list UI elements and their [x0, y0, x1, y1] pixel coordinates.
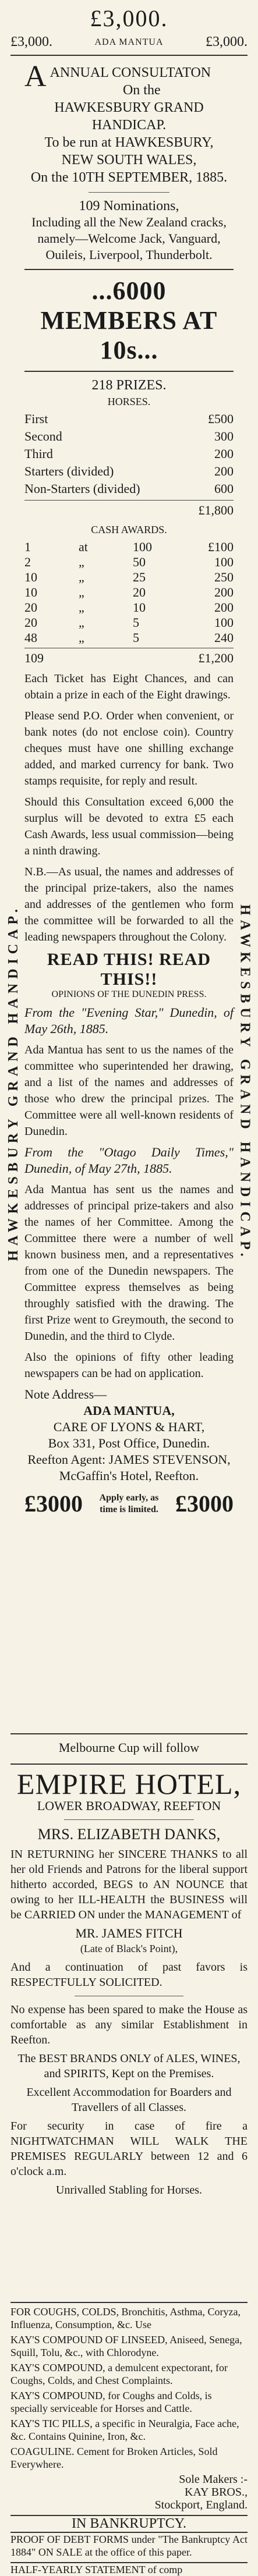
- paragraph: The BEST BRANDS ONLY of ALES, WINES, and SPIRITS, Kept on the Premises.: [17, 2052, 241, 2080]
- headline-amount: £3,000.: [90, 5, 168, 31]
- press-quotes: [24, 1005, 234, 1382]
- bankruptcy-heading: IN BANKRUPTCY.: [72, 2516, 186, 2531]
- quote: Ada Mantua has sent to us the names of the committee who superintended her drawing, and a list of the names and addresses of those who drew the principal prizes. The Committee were all well-known residents of Dunedin.: [24, 1044, 234, 1138]
- hotel-street: LOWER BROADWAY, REEFTON: [37, 1798, 221, 1813]
- hotel-name: EMPIRE HOTEL,: [16, 1768, 242, 1800]
- members: ...6000 MEMBERS AT 10s...: [40, 276, 218, 364]
- announcement-line: On the 10TH SEPTEMBER, 1885.: [30, 170, 228, 185]
- horses-label: HORSES.: [107, 396, 151, 407]
- last-line: HALF-YEARLY STATEMENT of comp: [10, 2564, 183, 2575]
- paragraph: Please send P.O. Order when convenient, or bank notes (do not enclose coin). Country cheques must have one shilling exchange added, and marked currency for bank. Two stamps requisite, for reply and result.: [24, 709, 234, 787]
- left-vertical-label: HAWKESBURY GRAND HANDICAP.: [5, 904, 21, 1261]
- makers-block: [0, 2473, 258, 2511]
- paragraph: Excellent Accommodation for Boarders and Travellers of all Classes.: [26, 2086, 232, 2114]
- subtotal: £1,800: [24, 500, 234, 518]
- list-item: 10 „ 25 250: [24, 570, 234, 584]
- divider: [24, 371, 234, 372]
- remedy-list: [0, 2305, 258, 2471]
- hotel-text: [0, 1847, 258, 2198]
- total: 109 £1,200: [24, 648, 234, 666]
- list-item: KAY'S COMPOUND, a demulcent expectorant, for Coughs, Colds, and Chest Complaints.: [10, 2362, 228, 2386]
- subheadline-left: £3,000.: [10, 34, 52, 49]
- address-line: CARE OF LYONS & HART,: [53, 1420, 205, 1434]
- paragraph: Unrivalled Stabling for Horses.: [55, 2184, 203, 2197]
- divider: [10, 1733, 248, 1734]
- table-row: Second 300: [24, 429, 234, 443]
- cash-awards: [24, 540, 234, 645]
- divider: [10, 55, 248, 56]
- horses-table: [24, 410, 234, 498]
- subheadline: [0, 34, 258, 50]
- proprietor: MRS. ELIZABETH DANKS,: [37, 1826, 221, 1843]
- makers-label: Sole Makers :-: [179, 2473, 248, 2486]
- list-item: KAY'S COMPOUND, for Coughs and Colds, is specially serviceable for Horses and Cattle.: [10, 2390, 212, 2414]
- paragraph: No expense has been spared to make the House as comfortable as any similar Establishment in Reefton.: [10, 2003, 248, 2046]
- opinions-heading: OPINIONS OF THE DUNEDIN PRESS.: [51, 989, 207, 999]
- address-block: [24, 1386, 234, 1484]
- makers-name: KAY BROS.,: [185, 2486, 248, 2499]
- quote: Also the opinions of fifty other leading newspapers can be had on application.: [24, 1351, 234, 1380]
- empire-hotel-advertisement: [0, 1764, 258, 2302]
- paragraph: IN RETURNING her SINCERE THANKS to all her old Friends and Patrons for the liberal support hitherto accorded, BEGS to AN NOUNCE that owing to her ILL-HEALTH the BUSINESS will be CARRIED ON under the MANAGEMENT of: [10, 1848, 248, 1921]
- list-item: 20 „ 5 100: [24, 615, 234, 630]
- list-item: FOR COUGHS, COLDS, Bronchitis, Asthma, Coryza, Influenza, Consumption, &c. Use: [10, 2306, 241, 2330]
- divider: [10, 2302, 248, 2303]
- cash-label: CASH AWARDS.: [91, 524, 167, 535]
- quote-source: From the "Evening Star," Dunedin, of May 26th, 1885.: [24, 1005, 234, 1036]
- announcement-line: HAWKESBURY GRAND HANDICAP.: [54, 100, 204, 133]
- quote: Ada Mantua has sent us the names and addresses of principal prize-takers and also the names of her Committee. Among the Committee there were a number of well known business men, and a representatives from one of the Dunedin newspapers. The Committee express themselves as being throughly satisfied with the drawing. The first Prize went to Greymouth, the second to Dunedin, and the third to Clyde.: [24, 1183, 234, 1343]
- main-column: [24, 60, 234, 1517]
- address-line: ADA MANTUA,: [83, 1403, 175, 1418]
- manager: MR. JAMES FITCH: [75, 1926, 183, 1940]
- announcement-line: On the: [122, 83, 161, 98]
- quote-source: From the "Otago Daily Times," Dunedin, of May 27th, 1885.: [24, 1145, 234, 1176]
- list-item: 1 at 100 £100: [24, 540, 234, 554]
- paragraph: And a continuation of past favors is RESPECTFULLY SOLICITED.: [10, 1961, 248, 1989]
- list-item: 20 „ 10 200: [24, 600, 234, 615]
- table-row: Third 200: [24, 446, 234, 461]
- list-item: 48 „ 5 240: [24, 630, 234, 645]
- including: Including all the New Zealand cracks, namely—Welcome Jack, Vanguard, Ouileis, Liverpool, Thunderbolt.: [31, 215, 227, 262]
- list-item: KAY'S COMPOUND OF LINSEED, Aniseed, Senega, Squill, Tolu, &c., with Chlorodyne.: [10, 2334, 242, 2358]
- table-row: First £500: [24, 411, 234, 426]
- list-item: COAGULINE. Cement for Broken Articles, Sold Everywhere.: [10, 2446, 218, 2470]
- divider: [24, 269, 234, 270]
- makers-place: Stockport, England.: [154, 2499, 248, 2511]
- address-line: Box 331, Post Office, Dunedin.: [48, 1436, 210, 1450]
- paragraph: N.B.—As usual, the names and addresses of the principal prize-takers, also the names and addresses of the gentlemen who form the committee will be forwarded to all the leading newspapers throughout the Colony.: [24, 865, 234, 943]
- prizes-heading: 218 PRIZES.: [91, 378, 167, 393]
- table-row: Starters (divided) 200: [24, 464, 234, 478]
- closing-banner: £3000 Apply early, as time is limited. £3000: [24, 1491, 234, 1517]
- paragraph: Should this Consultation exceed 6,000 the surplus will be devoted to extra £5 each Cash Awards, less usual commission—being a ninth drawing.: [24, 796, 234, 857]
- nominations: 109 Nominations,: [79, 198, 179, 214]
- announcement-line: NEW SOUTH WALES,: [61, 152, 197, 168]
- divider: [64, 1819, 194, 1820]
- paragraph: For security in case of fire a NIGHTWATCHMAN WILL WALK THE PREMISES REGULARLY between 12 and 6 o'clock a.m.: [10, 2120, 248, 2178]
- subheadline-middle: ADA MANTUA: [94, 37, 164, 47]
- announcement-line: AANNUAL CONSULTATON: [24, 60, 211, 93]
- list-item: 10 „ 20 200: [24, 585, 234, 599]
- terms: [24, 670, 234, 945]
- list-item: KAY'S TIC PILLS, a specific in Neuralgia, Face ache, &c. Contains Quinine, Iron, &c.: [10, 2418, 239, 2442]
- divider: [10, 1764, 248, 1765]
- announcement-block: [24, 60, 234, 186]
- bankruptcy-text: PROOF OF DEBT FORMS under "The Bankruptcy Act 1884" ON SALE at the office of this paper.: [10, 2534, 248, 2558]
- footer-text: Melbourne Cup will follow: [58, 1740, 200, 1755]
- manager-note: (Late of Black's Point),: [80, 1943, 178, 1954]
- announcement-line: To be run at HAWKESBURY,: [44, 135, 214, 150]
- note-label: Note Address—: [24, 1387, 107, 1401]
- table-row: Non-Starters (divided) 600: [24, 481, 234, 496]
- divider: [89, 192, 169, 193]
- subheadline-right: £3,000.: [206, 34, 248, 49]
- paragraph: Each Ticket has Eight Chances, and can obtain a prize in each of the Eight drawings.: [24, 672, 234, 701]
- remedies-and-notices: [0, 2302, 258, 2575]
- address-line: Reefton Agent: JAMES STEVENSON, McGaffin's Hotel, Reefton.: [27, 1452, 231, 1483]
- list-item: 2 „ 50 100: [24, 555, 234, 569]
- right-vertical-label: HAWKESBURY GRAND HANDICAP.: [237, 904, 253, 1261]
- read-this: READ THIS! READ THIS!!: [47, 950, 211, 989]
